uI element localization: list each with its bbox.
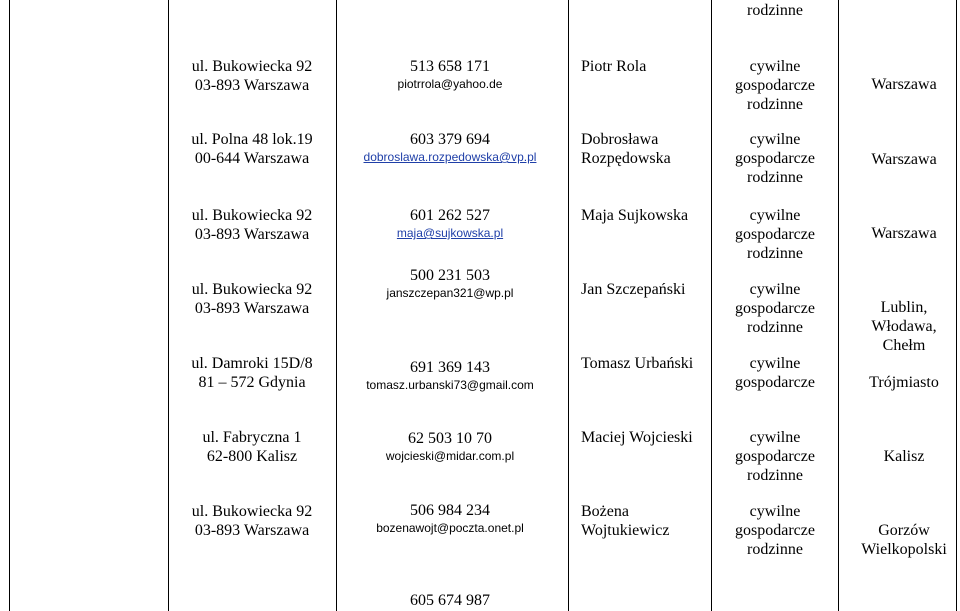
practice-area-cell [725,130,825,187]
phone-number: 506 984 234 [410,502,490,519]
contact-cell [362,57,538,92]
column-divider [568,0,569,611]
person-name: Maja Sujkowska [581,207,689,224]
address-city: 03-893 Warszawa [194,226,310,243]
practice-area: rodzinne [747,245,803,262]
contact-cell [362,206,538,241]
practice-area-cell [725,280,825,337]
phone-number: 601 262 527 [410,207,490,224]
city-name: Warszawa [871,151,937,168]
phone-number: 603 379 694 [410,131,490,148]
phone-number: 500 231 503 [410,267,490,284]
city-name: Trójmiasto [869,374,939,391]
person-name: Maciej Wojcieski [581,429,693,446]
practice-area: gospodarcze [735,374,815,391]
phone-number: 605 674 987 [410,592,490,609]
person-name-cell [581,354,693,373]
city-name: Kalisz [883,448,925,465]
email-link[interactable]: dobroslawa.rozpedowska@vp.pl [363,150,537,164]
practice-area: gospodarcze [735,226,815,243]
address-city: 03-893 Warszawa [194,300,310,317]
address-street: ul. Polna 48 lok.19 [191,131,313,148]
practice-area-cell [725,354,825,392]
practice-area-cell [725,502,825,559]
city-name: Chełm [882,337,926,354]
practice-area: rodzinne [747,467,803,484]
city-name: Lublin, [880,299,928,316]
city-cell [848,298,960,355]
contact-cell [362,501,538,536]
address-city: 03-893 Warszawa [194,77,310,94]
email-address[interactable]: janszczepan321@wp.pl [386,286,514,300]
address-street: ul. Fabryczna 1 [202,429,302,446]
person-name: Jan Szczepański [581,281,686,298]
contact-cell [362,358,538,393]
person-name-cell [581,57,646,76]
person-name-cell [581,502,669,540]
contact-cell [362,429,538,464]
address-street: ul. Bukowiecka 92 [191,207,313,224]
practice-area-cell [725,57,825,114]
column-divider [711,0,712,611]
address-cell [172,280,332,318]
practice-area: gospodarcze [735,150,815,167]
practice-area: cywilne [749,429,801,446]
address-cell [172,354,332,392]
practice-area: gospodarcze [735,77,815,94]
address-street: ul. Bukowiecka 92 [191,281,313,298]
person-name: Rozpędowska [581,150,671,167]
column-divider [838,0,839,611]
practice-area: gospodarcze [735,522,815,539]
contact-cell [362,130,538,165]
practice-area: cywilne [749,355,801,372]
practice-area: cywilne [749,281,801,298]
address-cell [172,428,332,466]
email-address[interactable]: tomasz.urbanski73@gmail.com [366,378,534,392]
practice-area: rodzinne [747,96,803,113]
email-link[interactable]: maja@sujkowska.pl [396,226,504,240]
practice-area-cell [725,206,825,263]
address-cell [172,206,332,244]
city-name: Wielkopolski [861,541,947,558]
address-cell [172,57,332,95]
practice-area: gospodarcze [735,448,815,465]
column-divider [336,0,337,611]
email-address[interactable]: wojcieski@midar.com.pl [385,449,515,463]
phone-number: 691 369 143 [410,359,490,376]
city-cell [848,447,960,466]
person-name-cell [581,280,685,299]
email-address[interactable]: bozenawojt@poczta.onet.pl [376,521,524,535]
person-name: Wojtukiewicz [581,522,670,539]
column-divider [168,0,169,611]
address-city: 62-800 Kalisz [206,448,298,465]
contact-cell [362,266,538,301]
city-cell [848,373,960,392]
address-city: 03-893 Warszawa [194,522,310,539]
person-name: Piotr Rola [581,58,647,75]
city-cell [848,521,960,559]
practice-area: rodzinne [747,319,803,336]
address-street: ul. Bukowiecka 92 [191,58,313,75]
person-name: Bożena [581,503,629,520]
city-cell [848,75,960,94]
city-name: Włodawa, [871,318,937,335]
practice-area: rodzinne [747,169,803,186]
phone-number: 62 503 10 70 [408,430,492,447]
address-street: ul. Bukowiecka 92 [191,503,313,520]
person-name-cell [581,428,693,447]
email-address[interactable]: piotrrola@yahoo.de [397,77,503,91]
practice-area: cywilne [749,58,801,75]
phone-number: 513 658 171 [410,58,490,75]
practice-area: gospodarcze [735,300,815,317]
practice-area: cywilne [749,131,801,148]
city-cell [848,224,960,243]
person-name: Dobrosława [581,131,659,148]
address-city: 00-644 Warszawa [194,150,310,167]
address-street: ul. Damroki 15D/8 [191,355,313,372]
city-name: Warszawa [871,225,937,242]
city-cell [848,150,960,169]
address-cell [172,502,332,540]
practice-area: cywilne [749,503,801,520]
practice-area: rodzinne [747,541,803,558]
city-name: Warszawa [871,76,937,93]
table-border-left [9,0,10,611]
address-cell [172,130,332,168]
city-name: Gorzów [878,522,930,539]
practice-area: cywilne [749,207,801,224]
practice-area-fragment: rodzinne [747,2,803,19]
contact-cell [362,591,538,610]
person-name: Tomasz Urbański [581,355,694,372]
person-name-cell [581,206,688,225]
person-name-cell [581,130,671,168]
address-city: 81 – 572 Gdynia [198,374,306,391]
practice-area-cell [725,428,825,485]
